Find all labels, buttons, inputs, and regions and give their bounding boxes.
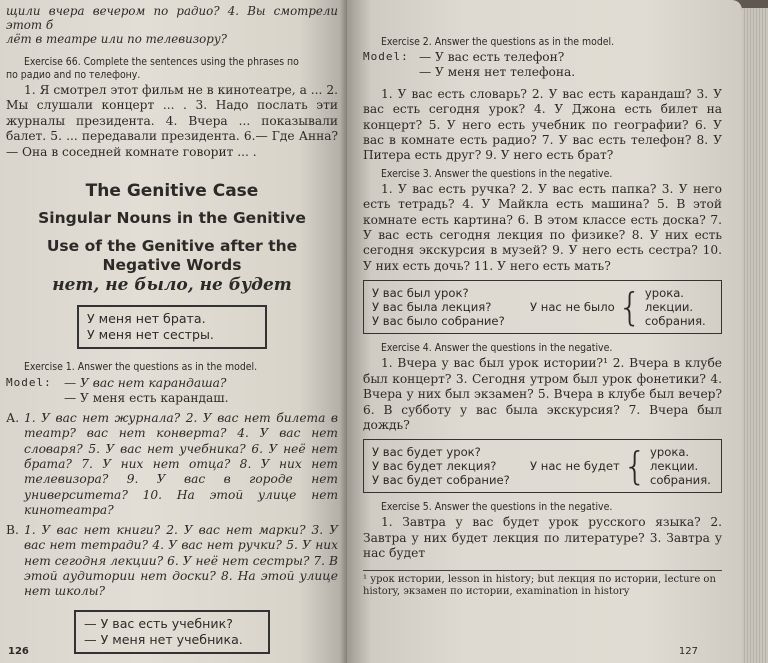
example-box-textbook: [74, 610, 270, 654]
example-box-past: [363, 280, 722, 334]
part-a-label: А.: [6, 410, 20, 425]
past-answers: урока. лекции. собрания.: [644, 286, 706, 329]
future-questions: У вас будет урок? У вас будет лекция? У вас будет собрание?: [372, 445, 510, 488]
exercise-1-model-answer-row: [6, 391, 338, 406]
exercise-1-model: [6, 376, 338, 391]
page-edges: [742, 8, 768, 663]
box-line-sister: У меня нет сестры.: [87, 327, 214, 343]
example-box-brother-sister: [77, 305, 267, 349]
model-answer: — У меня есть карандаш.: [64, 391, 229, 406]
part-a-text: 1. У вас нет журнала? 2. У вас нет билета в театр? вас нет конверта? 4. У вас нет словаря? 5. У вас нет учебника? 6. У неё нет брата? 7. У них нет отца? 8. У них нет телевизора? 9. У вас в городе нет университета? 10. На этой улице нет кинотеатра?: [24, 410, 338, 518]
right-page: [347, 0, 742, 663]
brace-icon: {: [617, 285, 642, 330]
top-fragment-line1: щили вчера вечером по радио? 4. Вы смотрели этот б: [6, 4, 338, 32]
box-line-answer: — У меня нет учебника.: [84, 631, 243, 647]
exercise-2-heading: Exercise 2. Answer the questions as in the model.: [381, 36, 615, 48]
genitive-case-heading: The Genitive Case: [85, 181, 259, 202]
negative-words-russian: нет, не было, не будет: [52, 275, 292, 296]
page-number-left: 126: [8, 646, 29, 657]
exercise-5-heading: Exercise 5. Answer the questions in the negative.: [381, 501, 613, 514]
singular-nouns-heading: Singular Nouns in the Genitive: [38, 209, 306, 228]
exercise-5-text: 1. Завтра у вас будет урок русского языка? 2. Завтра у них будет лекция по литературе? 3. Завтра у нас будет: [363, 515, 722, 561]
future-answer-start: У нас не будет: [530, 459, 620, 474]
part-b-label: В.: [6, 522, 19, 537]
exercise-4-text: 1. Вчера у вас был урок истории?¹ 2. Вчера в клубе был концерт? 3. Сегодня утром был урок фонетики? 4. Вчера у них был экзамен? 5. Вчера в клубе был вечер? 6. В субботу у вас была экскурсия? 7. Вчера был дождь?: [363, 356, 722, 432]
past-questions: У вас был урок? У вас была лекция? У вас было собрание?: [372, 286, 505, 329]
exercise-4-heading: Exercise 4. Answer the questions in the negative.: [381, 342, 613, 355]
exercise-1-part-a: [6, 411, 338, 519]
exercise-2-model-answer-row: [363, 65, 722, 80]
exercise-2-model: [363, 50, 722, 65]
exercise-66-heading: Exercise 66. Complete the sentences using the phrases по по радио and по телефону.: [6, 56, 299, 81]
top-fragment-line2: лёт в театре или по телевизору?: [6, 32, 228, 46]
exercise-66-text: 1. Я смотрел этот фильм не в кинотеатре, а ... 2. Мы слушали концерт ... . 3. Надо послать эти журналы президента. 4. Вчера ... показывали балет. 5. ... передавали президента. 6.— Где Анна? — Она в соседней комнате говорит ... .: [6, 83, 338, 159]
model-label: Model:: [6, 376, 52, 390]
model-label-right: Model:: [363, 50, 409, 63]
exercise-2-text: 1. У вас есть словарь? 2. У вас есть карандаш? 3. У вас есть сегодня урок? 4. У Джона есть билет на концерт? 5. У него есть учебник по географии? 6. У вас в комнате есть радио? 7. У вас есть телефон? 8. У Питера есть друг? 9. У него есть брат?: [363, 86, 722, 163]
exercise-3-text: 1. У вас есть ручка? 2. У вас есть папка? 3. У него есть тетрадь? 4. У Майкла есть машина? 5. В этой комнате есть картина? 6. В этом классе есть доска? 7. У вас есть сегодня лекция по физике? 8. У них есть сегодня экскурсия в музей? 9. У него есть сестра? 10. У них есть дочь? 11. У него есть мать?: [363, 181, 722, 273]
example-box-future: [363, 439, 722, 493]
box-line-question: — У вас есть учебник?: [84, 615, 233, 631]
left-page: [0, 0, 352, 663]
brace-icon: {: [622, 444, 647, 489]
past-answer-start: У нас не было: [530, 300, 615, 315]
model-answer-right: — У меня нет телефона.: [419, 65, 576, 80]
exercise-1-part-b: [6, 523, 338, 600]
model-question-right: — У вас есть телефон?: [419, 50, 565, 64]
exercise-1-heading: Exercise 1. Answer the questions as in the model.: [24, 361, 258, 374]
box-line-brother: У меня нет брата.: [87, 311, 206, 327]
footnote: ¹ урок истории, lesson in history; but лекция по истории, lecture on history, экзамен по истории, examination in history: [363, 570, 722, 598]
negative-words-heading: Use of the Genitive after the Negative Words: [46, 237, 298, 275]
future-answers: урока. лекции. собрания.: [650, 445, 711, 488]
exercise-3-heading: Exercise 3. Answer the questions in the negative.: [381, 167, 613, 180]
page-number-right: 127: [678, 646, 698, 657]
model-question: — У вас нет карандаша?: [64, 376, 227, 391]
part-b-text: 1. У вас нет книги? 2. У вас нет марки? 3. У вас нет тетради? 4. У вас нет ручки? 5. У них нет сегодня лекции? 6. У неё нет сестры? 7. В этой аудитории нет доски? 8. На этой улице нет школы?: [24, 522, 338, 599]
